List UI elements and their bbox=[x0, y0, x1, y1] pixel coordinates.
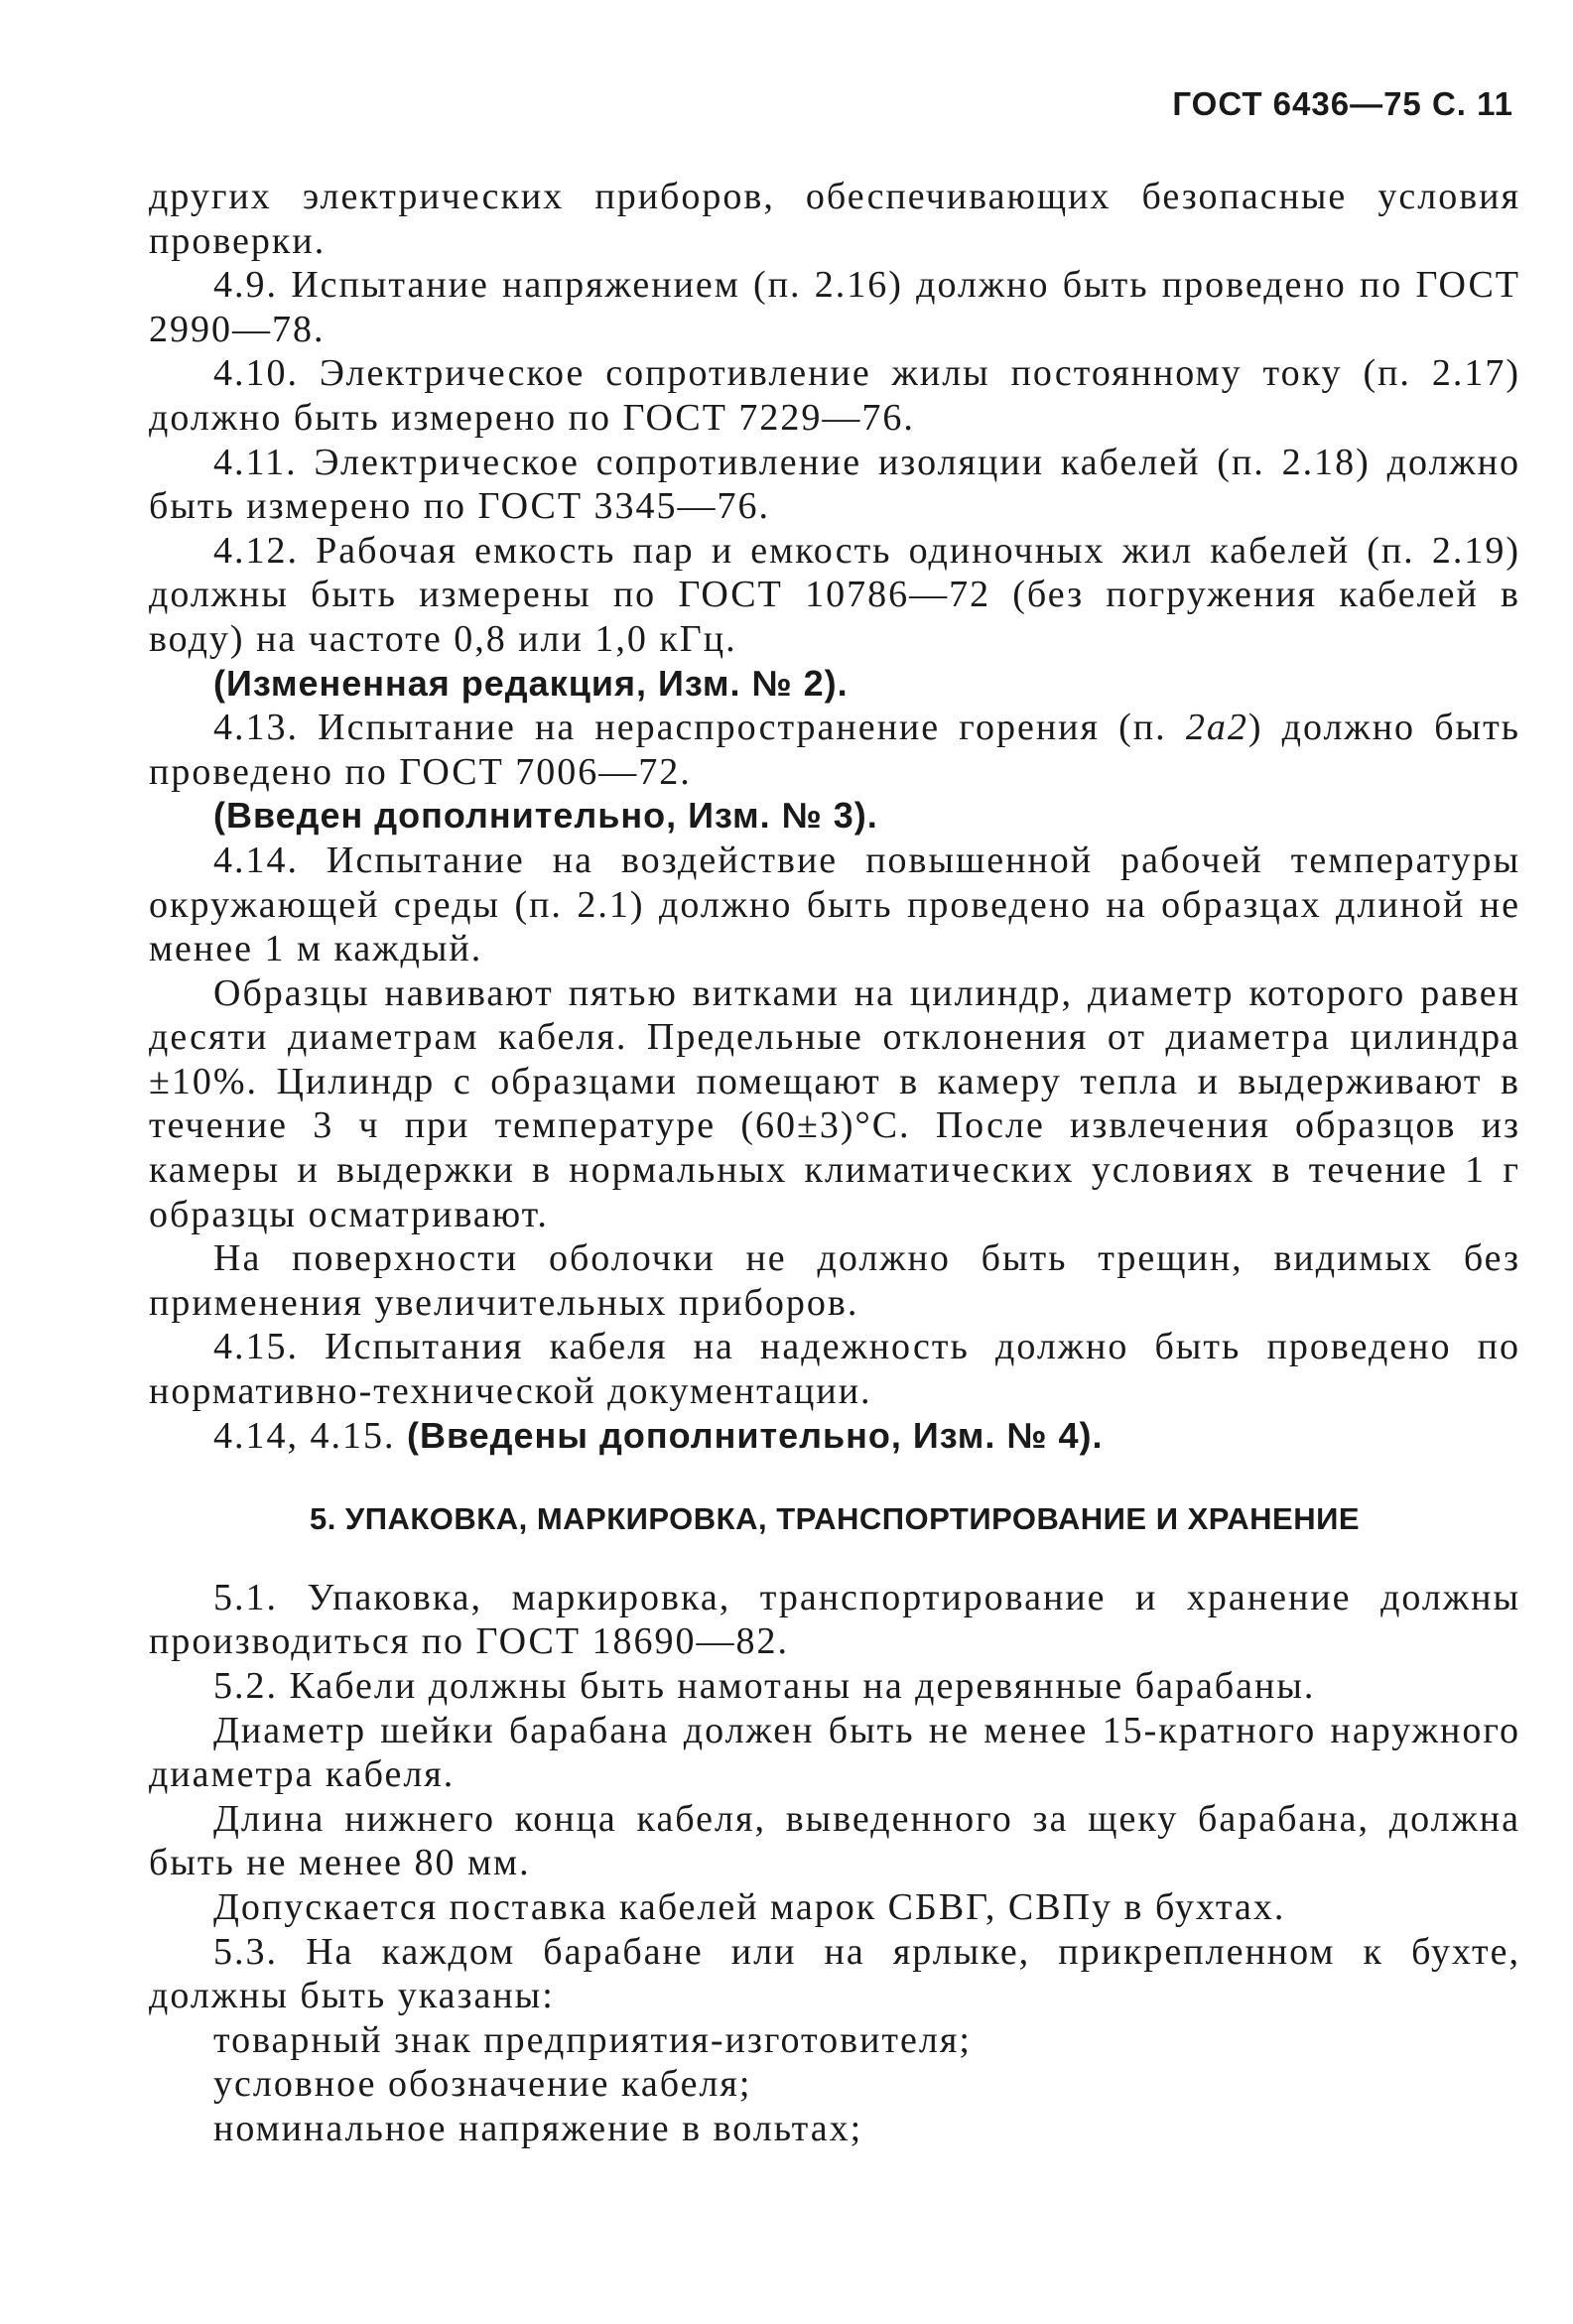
clause-5-3: 5.3. На каждом барабане или на ярлыке, прикрепленном к бухте, должны быть указаны: bbox=[149, 1930, 1520, 2017]
section-5-title: 5. УПАКОВКА, МАРКИРОВКА, ТРАНСПОРТИРОВАНИЕ И ХРАНЕНИЕ bbox=[309, 1501, 1361, 1537]
clause-4-13-reference: 2а2 bbox=[1185, 707, 1248, 749]
document-body bbox=[149, 175, 1520, 2151]
paragraph: других электрических приборов, обеспечивающих безопасные условия проверки. bbox=[149, 176, 1520, 262]
list-item: номинальное напряжение в вольтах; bbox=[213, 2107, 863, 2149]
amendment-note-4-text: (Введены дополнительно, Изм. № 4). bbox=[407, 1414, 1104, 1456]
clause-4-15: 4.15. Испытания кабеля на надежность должно быть проведено по нормативно-технической документации. bbox=[149, 1326, 1520, 1413]
clause-5-1: 5.1. Упаковка, маркировка, транспортирование и хранение должны производиться по ГОСТ 18690—82. bbox=[149, 1576, 1520, 1663]
amendment-note-4 bbox=[149, 1414, 1520, 1459]
amendment-note-2: (Измененная редакция, Изм. № 2). bbox=[213, 662, 849, 704]
clause-4-9: 4.9. Испытание напряжением (п. 2.16) должно быть проведено по ГОСТ 2990—78. bbox=[149, 264, 1520, 350]
clause-4-10: 4.10. Электрическое сопротивление жилы постоянному току (п. 2.17) должно быть измерено по ГОСТ 7229—76. bbox=[149, 352, 1520, 439]
paragraph: Допускается поставка кабелей марок СБВГ, СВПу в бухтах. bbox=[213, 1885, 1286, 1928]
clause-4-13-text-start: 4.13. Испытание на нераспространение горения (п. bbox=[213, 707, 1186, 749]
amendment-note-3: (Введен дополнительно, Изм. № 3). bbox=[213, 795, 878, 837]
list-item: условное обозначение кабеля; bbox=[213, 2063, 752, 2106]
amendment-note-4-prefix: 4.14, 4.15. bbox=[213, 1414, 407, 1457]
clause-4-14: 4.14. Испытание на воздействие повышенной рабочей температуры окружающей среды (п. 2.1) должно быть проведено на образцах длиной не менее 1 м каждый. bbox=[149, 839, 1520, 970]
paragraph: Длина нижнего конца кабеля, выведенного за щеку барабана, должна быть не менее 80 мм. bbox=[149, 1797, 1520, 1884]
list-item: товарный знак предприятия-изготовителя; bbox=[213, 2018, 972, 2061]
clause-4-12: 4.12. Рабочая емкость пар и емкость одиночных жил кабелей (п. 2.19) должны быть измерены по ГОСТ 10786—72 (без погружения кабелей в воду) на частоте 0,8 или 1,0 кГц. bbox=[149, 529, 1520, 660]
clause-4-11: 4.11. Электрическое сопротивление изоляции кабелей (п. 2.18) должно быть измерено по ГОСТ 3345—76. bbox=[149, 441, 1520, 528]
clause-5-2: 5.2. Кабели должны быть намотаны на деревянные барабаны. bbox=[213, 1665, 1316, 1707]
paragraph: Диаметр шейки барабана должен быть не менее 15-кратного наружного диаметра кабеля. bbox=[149, 1709, 1520, 1796]
paragraph: Образцы навивают пятью витками на цилиндр, диаметр которого равен десяти диаметрам кабеля. Предельные отклонения от диаметра цилиндра ±10%. Цилиндр с образцами помещают в камеру тепла и выдерживают в течение 3 ч при температуре (60±3)°С. После извлечения образцов из камеры и выдержки в нормальных климатических условиях в течение 1 г образцы осматривают. bbox=[149, 971, 1520, 1235]
clause-4-13-text-end: ) должно быть проведено по ГОСТ 7006—72. bbox=[149, 707, 1521, 793]
clause-4-13 bbox=[149, 706, 1520, 794]
page-header: ГОСТ 6436—75 С. 11 bbox=[1172, 85, 1513, 122]
paragraph: На поверхности оболочки не должно быть трещин, видимых без применения увеличительных приборов. bbox=[149, 1237, 1520, 1324]
